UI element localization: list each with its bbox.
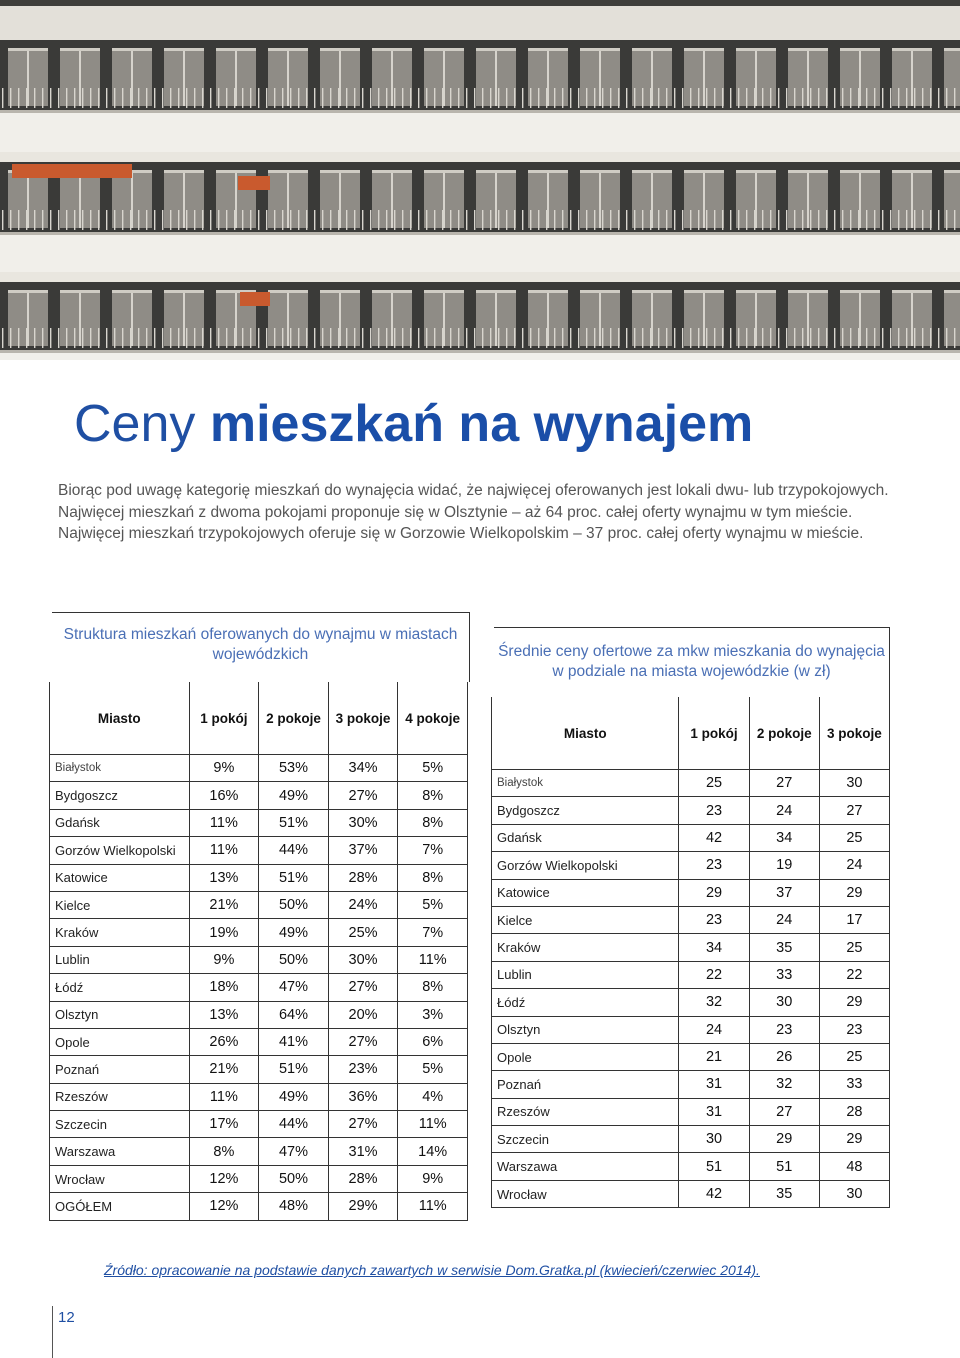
table-row — [50, 864, 468, 891]
value-cell: 49% — [259, 1083, 329, 1110]
value-cell: 19 — [749, 852, 819, 879]
room-structure-table — [49, 682, 468, 1221]
value-cell: 18% — [189, 974, 259, 1001]
value-cell: 25 — [819, 934, 889, 961]
city-cell: Poznań — [50, 1056, 190, 1083]
value-cell: 51% — [259, 864, 329, 891]
value-cell: 22 — [819, 961, 889, 988]
value-cell: 20% — [328, 1001, 398, 1028]
value-cell: 37% — [328, 837, 398, 864]
value-cell: 24 — [819, 852, 889, 879]
value-cell: 22 — [679, 961, 749, 988]
value-cell: 14% — [398, 1138, 468, 1165]
table-row — [492, 934, 890, 961]
value-cell: 26% — [189, 1028, 259, 1055]
value-cell: 30% — [328, 809, 398, 836]
value-cell: 16% — [189, 782, 259, 809]
table-row — [492, 879, 890, 906]
value-cell: 11% — [398, 946, 468, 973]
balcony-slab — [0, 110, 960, 152]
value-cell: 7% — [398, 919, 468, 946]
value-cell: 33 — [749, 961, 819, 988]
value-cell: 28% — [328, 864, 398, 891]
awning — [240, 292, 270, 306]
table2-caption: Średnie ceny ofertowe za mkw mieszkania do wynajęcia w podziale na miasta wojewódzkie (w zł) — [494, 627, 890, 697]
value-cell: 12% — [189, 1165, 259, 1192]
value-cell: 11% — [398, 1111, 468, 1138]
value-cell: 49% — [259, 782, 329, 809]
value-cell: 23 — [679, 852, 749, 879]
value-cell: 7% — [398, 837, 468, 864]
value-cell: 41% — [259, 1028, 329, 1055]
value-cell: 27 — [819, 797, 889, 824]
table-row — [50, 1111, 468, 1138]
table-row — [50, 1001, 468, 1028]
value-cell: 30 — [679, 1126, 749, 1153]
value-cell: 6% — [398, 1028, 468, 1055]
value-cell: 32 — [749, 1071, 819, 1098]
awning — [12, 164, 132, 178]
value-cell: 51% — [259, 809, 329, 836]
value-cell: 23 — [749, 1016, 819, 1043]
city-cell: Warszawa — [50, 1138, 190, 1165]
value-cell: 34% — [328, 755, 398, 782]
value-cell: 31% — [328, 1138, 398, 1165]
page-title-bold: mieszkań na wynajem — [209, 395, 754, 453]
value-cell: 23 — [679, 906, 749, 933]
value-cell: 27% — [328, 782, 398, 809]
column-header: 2 pokoje — [749, 697, 819, 770]
city-cell: Kraków — [492, 934, 679, 961]
column-header-city: Miasto — [492, 697, 679, 770]
column-header: 1 pokój — [189, 682, 259, 755]
value-cell: 48% — [259, 1193, 329, 1220]
city-cell: Rzeszów — [50, 1083, 190, 1110]
table1-caption: Struktura mieszkań oferowanych do wynajmu w miastach wojewódzkich — [52, 612, 470, 682]
table-row — [50, 946, 468, 973]
page-title-light: Ceny — [74, 395, 196, 453]
value-cell: 28% — [328, 1165, 398, 1192]
table-row — [492, 852, 890, 879]
value-cell: 34 — [679, 934, 749, 961]
value-cell: 31 — [679, 1098, 749, 1125]
value-cell: 19% — [189, 919, 259, 946]
value-cell: 28 — [819, 1098, 889, 1125]
value-cell: 17 — [819, 906, 889, 933]
value-cell: 27% — [328, 1028, 398, 1055]
building-photo — [0, 0, 960, 360]
value-cell: 5% — [398, 755, 468, 782]
city-cell: Białystok — [50, 755, 190, 782]
value-cell: 35 — [749, 1180, 819, 1207]
table-row — [50, 782, 468, 809]
city-cell: Rzeszów — [492, 1098, 679, 1125]
value-cell: 25% — [328, 919, 398, 946]
value-cell: 29% — [328, 1193, 398, 1220]
page-title — [74, 392, 753, 456]
city-cell: Kielce — [492, 906, 679, 933]
value-cell: 44% — [259, 1111, 329, 1138]
city-cell: Gorzów Wielkopolski — [50, 837, 190, 864]
value-cell: 51 — [749, 1153, 819, 1180]
table-row — [50, 1056, 468, 1083]
value-cell: 50% — [259, 891, 329, 918]
city-cell: Bydgoszcz — [50, 782, 190, 809]
value-cell: 12% — [189, 1193, 259, 1220]
city-cell: Łódź — [492, 989, 679, 1016]
city-cell: Warszawa — [492, 1153, 679, 1180]
value-cell: 24% — [328, 891, 398, 918]
city-cell: Lublin — [492, 961, 679, 988]
value-cell: 13% — [189, 864, 259, 891]
value-cell: 21% — [189, 1056, 259, 1083]
table-row — [492, 1071, 890, 1098]
table-row — [50, 755, 468, 782]
value-cell: 27 — [749, 1098, 819, 1125]
city-cell: Kraków — [50, 919, 190, 946]
value-cell: 9% — [189, 755, 259, 782]
city-cell: Opole — [50, 1028, 190, 1055]
city-cell: Białystok — [492, 770, 679, 797]
value-cell: 23% — [328, 1056, 398, 1083]
value-cell: 30% — [328, 946, 398, 973]
value-cell: 4% — [398, 1083, 468, 1110]
table-row — [492, 989, 890, 1016]
value-cell: 24 — [749, 906, 819, 933]
table-row — [50, 1193, 468, 1220]
value-cell: 5% — [398, 891, 468, 918]
value-cell: 9% — [189, 946, 259, 973]
value-cell: 44% — [259, 837, 329, 864]
value-cell: 8% — [189, 1138, 259, 1165]
value-cell: 11% — [189, 1083, 259, 1110]
column-header: 3 pokoje — [328, 682, 398, 755]
city-cell: Gdańsk — [50, 809, 190, 836]
balcony-slab — [0, 232, 960, 272]
value-cell: 29 — [819, 989, 889, 1016]
city-cell: OGÓŁEM — [50, 1193, 190, 1220]
column-header: 4 pokoje — [398, 682, 468, 755]
column-header: 3 pokoje — [819, 697, 889, 770]
table-row — [50, 1165, 468, 1192]
value-cell: 37 — [749, 879, 819, 906]
price-per-sqm-table — [491, 697, 890, 1208]
table-row — [492, 961, 890, 988]
value-cell: 47% — [259, 974, 329, 1001]
table-row — [492, 1153, 890, 1180]
value-cell: 17% — [189, 1111, 259, 1138]
value-cell: 25 — [819, 1043, 889, 1070]
value-cell: 29 — [749, 1126, 819, 1153]
value-cell: 8% — [398, 974, 468, 1001]
value-cell: 27 — [749, 770, 819, 797]
value-cell: 8% — [398, 809, 468, 836]
intro-paragraph: Biorąc pod uwagę kategorię mieszkań do wynajęcia widać, że najwięcej oferowanych jest lokali dwu- lub trzypokojowych. Najwięcej mieszkań z dwoma pokojami proponuje się w Olsztynie – aż 64 proc. całej oferty wynajmu w tym mieście. Najwięcej mieszkań trzypokojowych oferuje się w Gorzowie Wielkopolskim – 37 proc. całej oferty wynajmu w mieście. — [58, 482, 889, 542]
source-note: Źródło: opracowanie na podstawie danych zawartych w serwisie Dom.Gratka.pl (kwiecień/czerwiec 2014). — [104, 1262, 760, 1278]
table-row — [50, 919, 468, 946]
city-cell: Łódź — [50, 974, 190, 1001]
table-row — [50, 809, 468, 836]
value-cell: 42 — [679, 1180, 749, 1207]
value-cell: 47% — [259, 1138, 329, 1165]
awning — [238, 176, 270, 190]
value-cell: 11% — [189, 809, 259, 836]
column-header: 1 pokój — [679, 697, 749, 770]
value-cell: 53% — [259, 755, 329, 782]
table-row — [50, 1138, 468, 1165]
page-number: 12 — [58, 1309, 75, 1326]
table-row — [492, 906, 890, 933]
table-row — [492, 1180, 890, 1207]
value-cell: 50% — [259, 946, 329, 973]
city-cell: Szczecin — [50, 1111, 190, 1138]
value-cell: 26 — [749, 1043, 819, 1070]
table-row — [492, 1126, 890, 1153]
value-cell: 9% — [398, 1165, 468, 1192]
value-cell: 48 — [819, 1153, 889, 1180]
value-cell: 36% — [328, 1083, 398, 1110]
table-row — [50, 891, 468, 918]
value-cell: 21% — [189, 891, 259, 918]
value-cell: 21 — [679, 1043, 749, 1070]
city-cell: Katowice — [50, 864, 190, 891]
value-cell: 23 — [679, 797, 749, 824]
city-cell: Kielce — [50, 891, 190, 918]
value-cell: 24 — [749, 797, 819, 824]
city-cell: Gorzów Wielkopolski — [492, 852, 679, 879]
city-cell: Olsztyn — [492, 1016, 679, 1043]
column-header-city: Miasto — [50, 682, 190, 755]
value-cell: 35 — [749, 934, 819, 961]
value-cell: 5% — [398, 1056, 468, 1083]
value-cell: 11% — [189, 837, 259, 864]
value-cell: 13% — [189, 1001, 259, 1028]
value-cell: 29 — [679, 879, 749, 906]
table-row — [50, 837, 468, 864]
value-cell: 51 — [679, 1153, 749, 1180]
value-cell: 24 — [679, 1016, 749, 1043]
city-cell: Poznań — [492, 1071, 679, 1098]
column-header: 2 pokoje — [259, 682, 329, 755]
value-cell: 27% — [328, 974, 398, 1001]
table-row — [492, 1016, 890, 1043]
value-cell: 29 — [819, 1126, 889, 1153]
value-cell: 3% — [398, 1001, 468, 1028]
value-cell: 51% — [259, 1056, 329, 1083]
value-cell: 11% — [398, 1193, 468, 1220]
value-cell: 42 — [679, 824, 749, 851]
value-cell: 30 — [819, 1180, 889, 1207]
value-cell: 30 — [819, 770, 889, 797]
city-cell: Katowice — [492, 879, 679, 906]
city-cell: Gdańsk — [492, 824, 679, 851]
value-cell: 25 — [679, 770, 749, 797]
value-cell: 32 — [679, 989, 749, 1016]
city-cell: Wrocław — [50, 1165, 190, 1192]
value-cell: 34 — [749, 824, 819, 851]
city-cell: Szczecin — [492, 1126, 679, 1153]
city-cell: Lublin — [50, 946, 190, 973]
value-cell: 8% — [398, 782, 468, 809]
table-row — [492, 1043, 890, 1070]
value-cell: 64% — [259, 1001, 329, 1028]
page-number-rule — [52, 1306, 53, 1358]
city-cell: Bydgoszcz — [492, 797, 679, 824]
table-row — [50, 974, 468, 1001]
table-row — [492, 1098, 890, 1125]
city-cell: Wrocław — [492, 1180, 679, 1207]
value-cell: 31 — [679, 1071, 749, 1098]
value-cell: 33 — [819, 1071, 889, 1098]
table-row — [50, 1083, 468, 1110]
value-cell: 30 — [749, 989, 819, 1016]
value-cell: 49% — [259, 919, 329, 946]
table-row — [50, 1028, 468, 1055]
value-cell: 29 — [819, 879, 889, 906]
table-row — [492, 824, 890, 851]
city-cell: Olsztyn — [50, 1001, 190, 1028]
city-cell: Opole — [492, 1043, 679, 1070]
value-cell: 23 — [819, 1016, 889, 1043]
value-cell: 25 — [819, 824, 889, 851]
value-cell: 8% — [398, 864, 468, 891]
table-row — [492, 770, 890, 797]
value-cell: 50% — [259, 1165, 329, 1192]
table-row — [492, 797, 890, 824]
value-cell: 27% — [328, 1111, 398, 1138]
